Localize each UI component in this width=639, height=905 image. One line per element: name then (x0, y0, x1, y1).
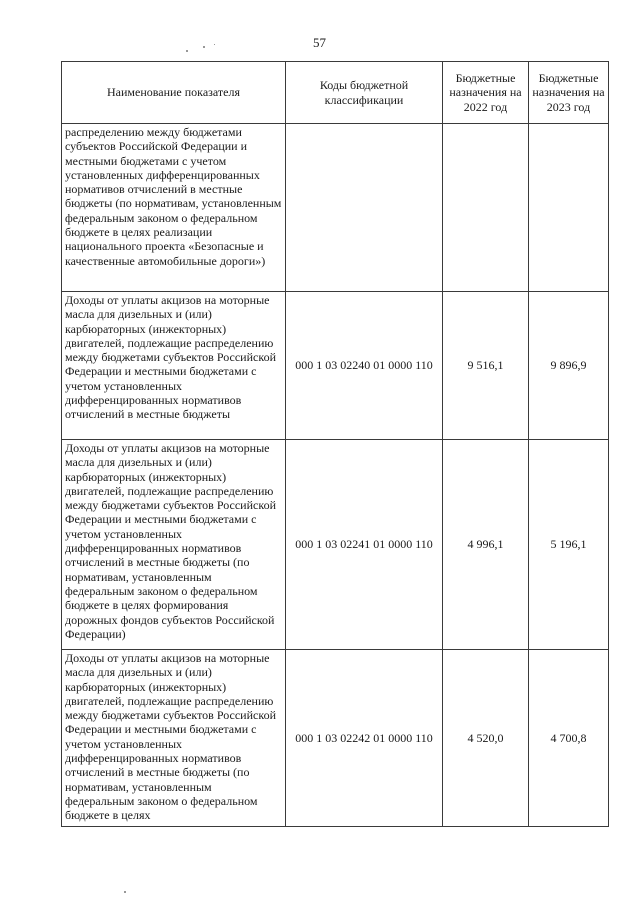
row-indicator-name: Доходы от уплаты акцизов на моторные масла для дизельных и (или) карбюраторных (инжекторных) двигателей, подлежащие распределению между бюджетами субъектов Российской Федерации и местными бюджетами с учетом установленных дифференцированных нормативов отчислений в местные бюджеты (62, 292, 286, 440)
row-value-2022: 4 996,1 (443, 440, 529, 650)
page-number: 57 (313, 35, 326, 50)
row-value-2023 (529, 124, 609, 292)
row-budget-code (286, 124, 443, 292)
header-indicator-name: Наименование показателя (62, 62, 286, 124)
row-value-2023: 9 896,9 (529, 292, 609, 440)
table-row (62, 440, 609, 650)
row-budget-code: 000 1 03 02242 01 0000 110 (286, 650, 443, 827)
row-value-2023: 4 700,8 (529, 650, 609, 827)
header-row (62, 62, 609, 124)
row-indicator-name: Доходы от уплаты акцизов на моторные масла для дизельных и (или) карбюраторных (инжекторных) двигателей, подлежащие распределению между бюджетами субъектов Российской Федерации и местными бюджетами с учетом установленных дифференцированных нормативов отчислений в местные бюджеты (по нормативам, установленным федеральным законом о федеральном бюджете в целях формирования дорожных фондов субъектов Российской Федерации) (62, 440, 286, 650)
row-value-2022 (443, 124, 529, 292)
scan-speck (214, 44, 215, 45)
table-row (62, 292, 609, 440)
row-value-2022: 9 516,1 (443, 292, 529, 440)
row-value-2023: 5 196,1 (529, 440, 609, 650)
row-budget-code: 000 1 03 02240 01 0000 110 (286, 292, 443, 440)
table-row (62, 124, 609, 292)
scan-speck (124, 891, 126, 893)
budget-table (61, 61, 609, 827)
scan-speck (186, 50, 188, 52)
header-budget-codes: Коды бюджетной классификации (286, 62, 443, 124)
table-row (62, 650, 609, 827)
row-indicator-name: распределению между бюджетами субъектов Российской Федерации и местными бюджетами с учетом установленных дифференцированных нормативов отчислений в местные бюджеты (по нормативам, установленным федеральным законом о федеральном бюджете в целях реализации национального проекта «Безопасные и качественные автомобильные дороги») (62, 124, 286, 292)
scan-speck (203, 46, 205, 48)
row-budget-code: 000 1 03 02241 01 0000 110 (286, 440, 443, 650)
row-value-2022: 4 520,0 (443, 650, 529, 827)
header-budget-2022: Бюджетные назначения на 2022 год (443, 62, 529, 124)
header-budget-2023: Бюджетные назначения на 2023 год (529, 62, 609, 124)
row-indicator-name: Доходы от уплаты акцизов на моторные масла для дизельных и (или) карбюраторных (инжекторных) двигателей, подлежащие распределению между бюджетами субъектов Российской Федерации и местными бюджетами с учетом установленных дифференцированных нормативов отчислений в местные бюджеты (по нормативам, установленным федеральным законом о федеральном бюджете в целях (62, 650, 286, 827)
